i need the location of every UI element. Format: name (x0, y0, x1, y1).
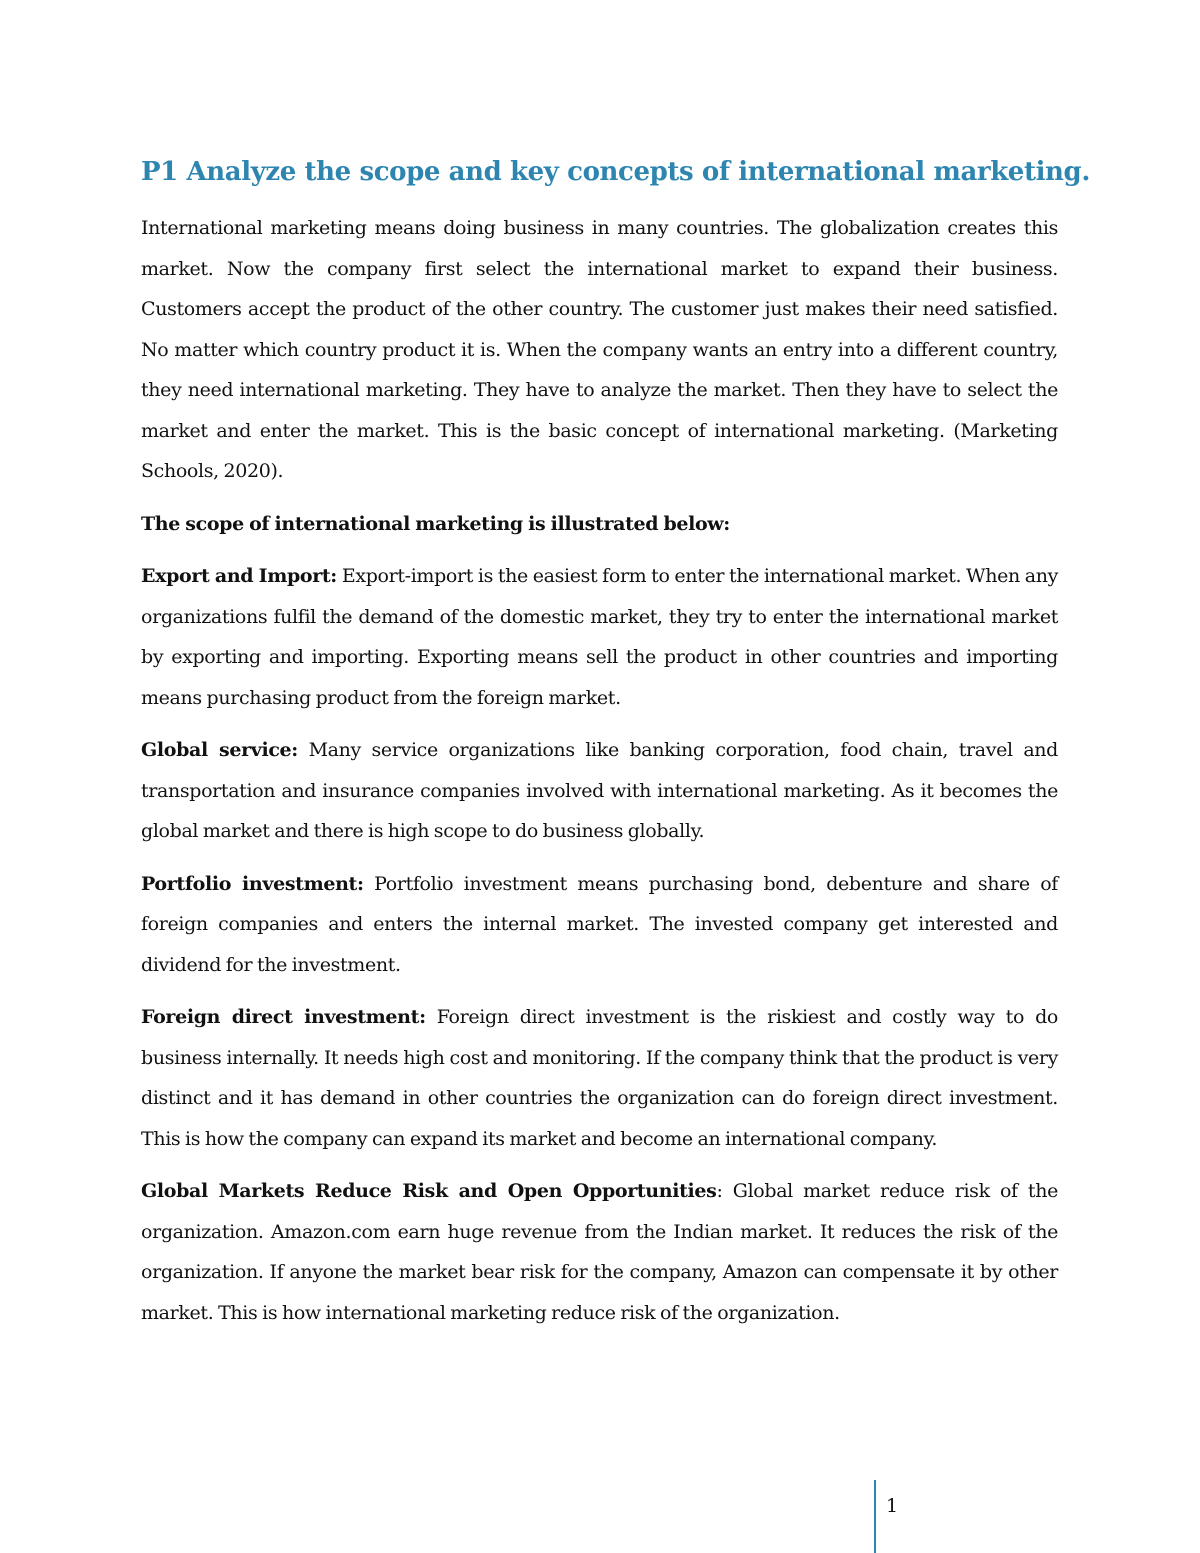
fdi-text: Foreign direct investment is the riskiest and costly way to do business internally. It needs high cost and monitoring. If the company think that the product is very distinct and it has demand in other countries the organization can do foreign direct investment. This is how the company can expand its market and become an international company. (141, 1006, 1058, 1150)
global-service-text: Many service organizations like banking corporation, food chain, travel and transportation and insurance companies involved with international marketing. As it becomes the global market and there is high scope to do business globally. (141, 739, 1058, 842)
export-import-text: Export-import is the easiest form to enter the international market. When any organizations fulfil the demand of the domestic market, they try to enter the international market by exporting and importing. Exporting means sell the product in other countries and importing means purchasing product from the foreign market. (141, 565, 1058, 709)
page-number: 1 (886, 1495, 899, 1517)
global-markets-text: : Global market reduce risk of the organization. Amazon.com earn huge revenue from the Indian market. It reduces the risk of the organization. If anyone the market bear risk for the company, Amazon can compensate it by other market. This is how international marketing reduce risk of the organization. (141, 1180, 1058, 1324)
export-import-term: Export and Import: (141, 565, 337, 587)
section-heading: P1 Analyze the scope and key concepts of international marketing. (141, 157, 1090, 187)
portfolio-investment-paragraph (141, 864, 1058, 986)
portfolio-investment-text: Portfolio investment means purchasing bond, debenture and share of foreign companies and enters the internal market. The invested company get interested and dividend for the investment. (141, 872, 1058, 976)
intro-paragraph: International marketing means doing business in many countries. The globalization creates this market. Now the company first select the international market to expand their business. Customers accept the product of the other country. The customer just makes their need satisfied. No matter which country product it is. When the company wants an entry into a different country, they need international marketing. They have to analyze the market. Then they have to select the market and enter the market. This is the basic concept of international marketing. (Marketing Schools, 2020). (141, 217, 1058, 482)
export-import-paragraph (141, 556, 1058, 718)
portfolio-investment-term: Portfolio investment: (141, 872, 364, 895)
document-body (141, 150, 1090, 1345)
global-service-paragraph (141, 730, 1058, 852)
global-service-term: Global service: (141, 739, 298, 761)
scope-heading: The scope of international marketing is illustrated below: (141, 512, 730, 535)
fdi-term: Foreign direct investment: (141, 1006, 426, 1028)
global-markets-term: Global Markets Reduce Risk and Open Opportunities (141, 1180, 717, 1202)
global-markets-paragraph (141, 1171, 1058, 1333)
footer-divider (874, 1480, 876, 1553)
fdi-paragraph (141, 997, 1058, 1159)
